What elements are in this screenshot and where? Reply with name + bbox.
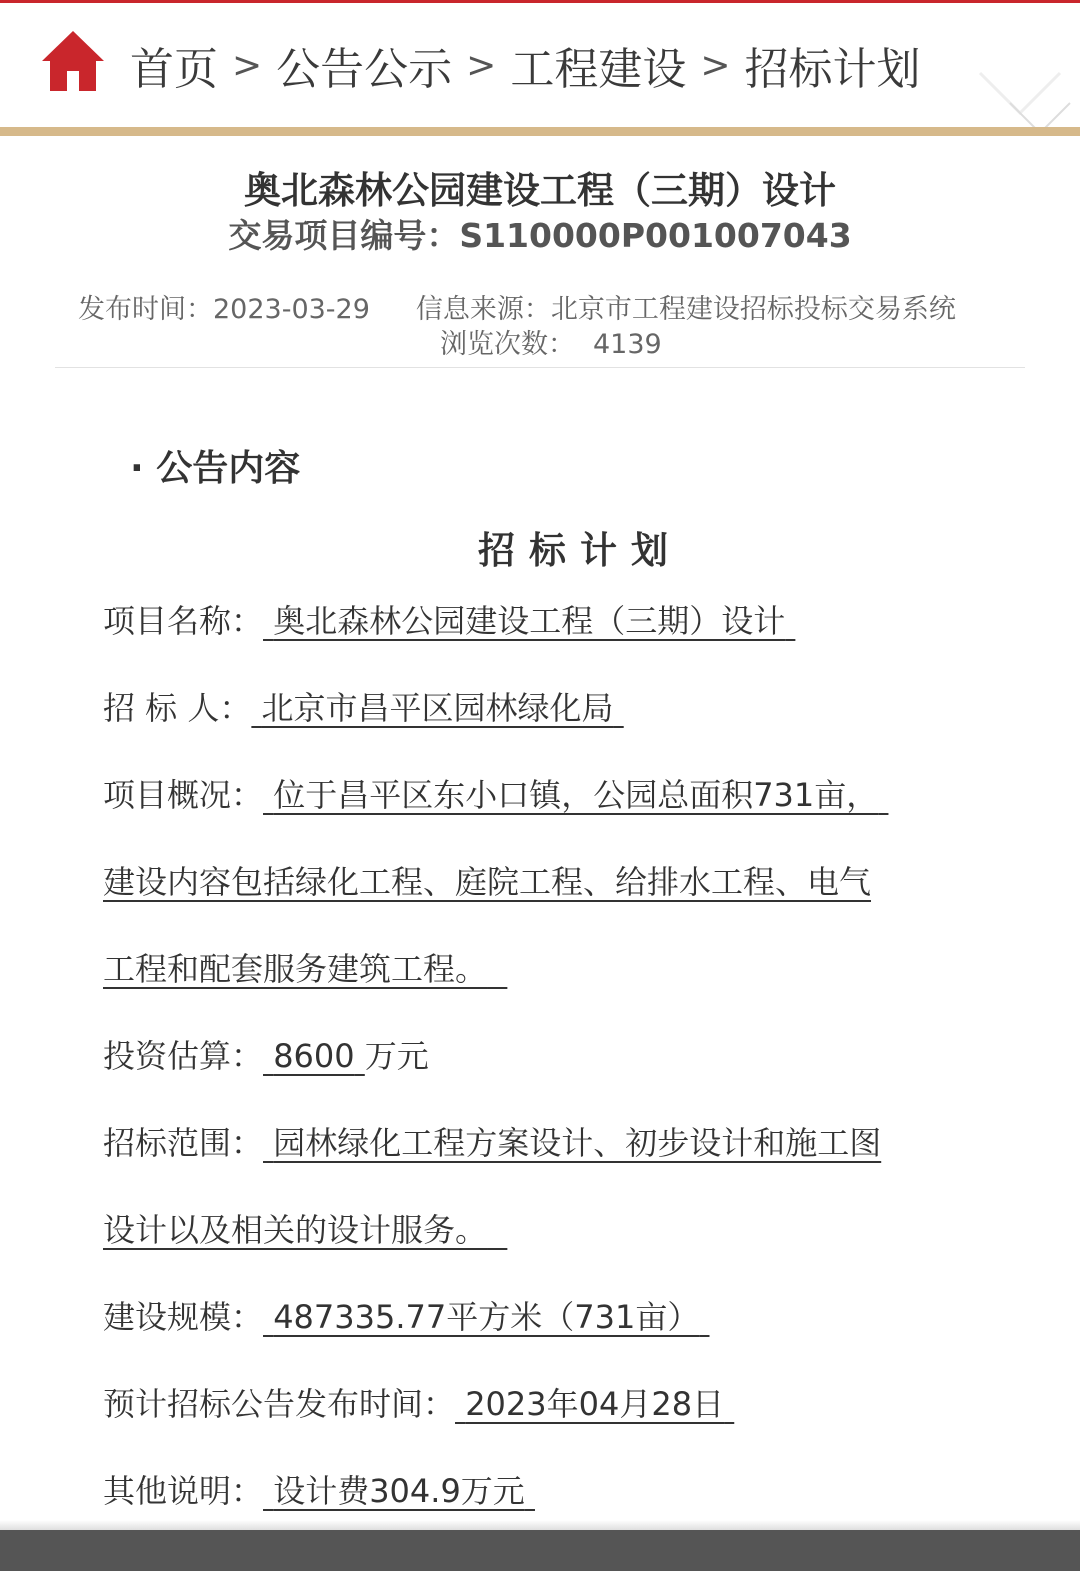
publish-date: 2023-03-29 xyxy=(213,294,370,325)
field-label: 建设规模： xyxy=(103,1298,264,1336)
view-count xyxy=(440,322,662,361)
breadcrumb-home[interactable]: 首页 xyxy=(130,44,218,95)
field-label: 预计招标公告发布时间： xyxy=(103,1385,456,1423)
section-heading: · 公告内容 xyxy=(130,448,301,489)
field-value: 园林绿化工程方案设计、初步设计和施工图 xyxy=(273,1124,882,1162)
content-divider xyxy=(55,367,1025,368)
header-divider-bar xyxy=(0,127,1080,136)
field-label: 其他说明： xyxy=(103,1472,264,1510)
field-tenderer xyxy=(103,683,624,729)
field-overview xyxy=(103,770,888,816)
breadcrumb-separator: > xyxy=(700,44,731,86)
field-scope-line2 xyxy=(103,1205,507,1251)
views-label: 浏览次数： xyxy=(440,329,575,360)
field-value: 487335.77平方米（731亩） xyxy=(273,1298,700,1336)
field-value: 设计以及相关的设计服务。 xyxy=(103,1211,488,1249)
meta-info xyxy=(78,287,956,326)
breadcrumb xyxy=(0,3,1080,127)
decorative-pattern xyxy=(960,13,1080,133)
field-value: 工程和配套服务建筑工程。 xyxy=(103,950,488,988)
field-value: 北京市昌平区园林绿化局 xyxy=(261,689,614,727)
views-value: 4139 xyxy=(593,329,662,360)
field-value: 位于昌平区东小口镇，公园总面积731亩， xyxy=(273,776,879,814)
publish-label: 发布时间： xyxy=(78,294,213,325)
field-expected-date xyxy=(103,1379,734,1425)
field-label: 项目概况： xyxy=(103,776,264,814)
field-label: 项目名称： xyxy=(103,602,264,640)
project-number-label: 交易项目编号： xyxy=(228,216,460,255)
field-unit: 万元 xyxy=(364,1037,429,1075)
field-investment xyxy=(103,1031,429,1077)
source-label: 信息来源： xyxy=(415,294,551,325)
home-icon[interactable] xyxy=(40,29,106,93)
field-scale xyxy=(103,1292,710,1338)
field-other xyxy=(103,1466,535,1512)
breadcrumb-announcements[interactable]: 公告公示 xyxy=(276,44,453,95)
project-number xyxy=(0,210,1080,257)
field-overview-line2 xyxy=(103,857,871,903)
project-number-value: S110000P001007043 xyxy=(459,216,852,255)
field-scope xyxy=(103,1118,881,1164)
document-title: 招标计划 xyxy=(478,529,682,572)
breadcrumb-current: 招标计划 xyxy=(744,44,921,95)
field-label: 投资估算： xyxy=(103,1037,264,1075)
breadcrumb-separator: > xyxy=(466,44,497,86)
source-value: 北京市工程建设招标投标交易系统 xyxy=(550,294,956,325)
field-value: 2023年04月28日 xyxy=(465,1385,725,1423)
field-value: 奥北森林公园建设工程（三期）设计 xyxy=(273,602,786,640)
field-project-name xyxy=(103,596,795,642)
field-overview-line3 xyxy=(103,944,507,990)
breadcrumb-separator: > xyxy=(232,44,263,86)
field-value: 设计费304.9万元 xyxy=(273,1472,525,1510)
field-label: 招 标 人： xyxy=(103,689,252,727)
field-label: 招标范围： xyxy=(103,1124,264,1162)
breadcrumb-engineering[interactable]: 工程建设 xyxy=(510,44,687,95)
page-title: 奥北森林公园建设工程（三期）设计 xyxy=(244,169,836,212)
field-value: 建设内容包括绿化工程、庭院工程、给排水工程、电气 xyxy=(103,863,872,901)
field-value: 8600 xyxy=(273,1037,355,1075)
bottom-bar xyxy=(0,1530,1080,1571)
